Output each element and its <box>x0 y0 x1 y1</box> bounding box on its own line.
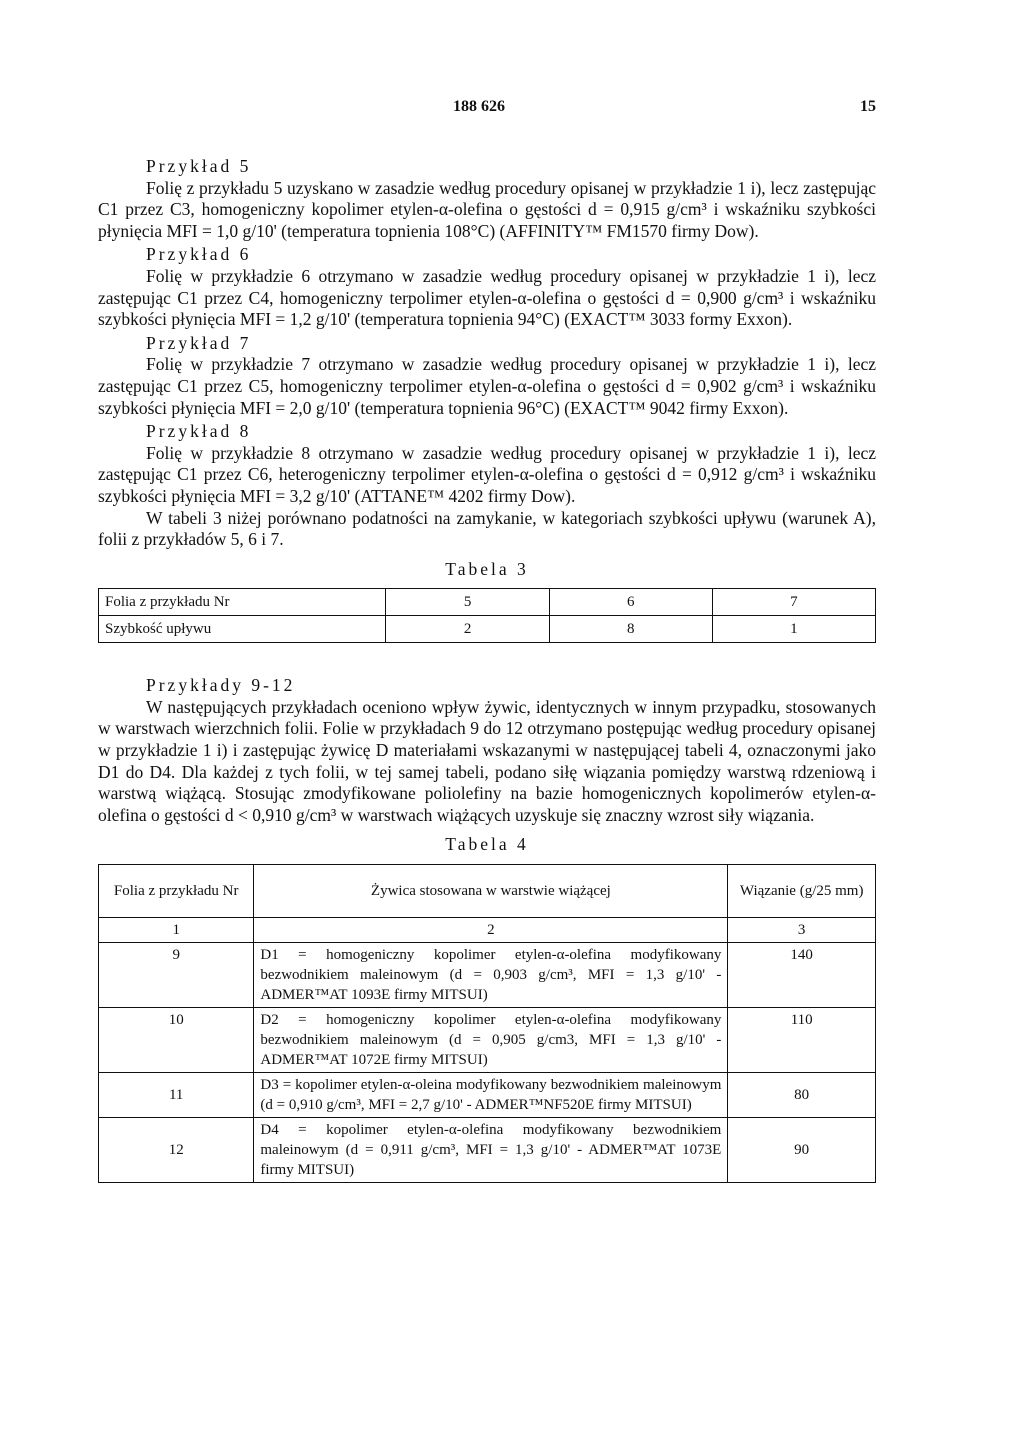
table-cell: 1 <box>712 616 875 643</box>
example-title: Przykład 5 <box>146 156 252 176</box>
column-index: 2 <box>254 918 728 943</box>
table-header-row <box>99 865 876 918</box>
table-3 <box>98 588 876 643</box>
table-cell: D3 = kopolimer etylen-α-oleina modyfikowany bezwodnikiem maleinowym (d = 0,910 g/cm³, MFI = 2,7 g/10' - ADMER™NF520E firmy MITSUI) <box>254 1073 728 1118</box>
table-cell: Szybkość upływu <box>99 616 386 643</box>
table-cell: D2 = homogeniczny kopolimer etylen-α-olefina modyfikowany bezwodnikiem maleinowym (d = 0,905 g/cm3, MFI = 1,3 g/10' - ADMER™AT 1072E firmy MITSUI) <box>254 1008 728 1073</box>
example-8 <box>98 421 876 507</box>
table-cell: 80 <box>728 1073 876 1118</box>
table-row <box>99 589 876 616</box>
page-header <box>98 96 876 120</box>
example-7 <box>98 333 876 419</box>
table-cell: 2 <box>386 616 549 643</box>
table-cell: 5 <box>386 589 549 616</box>
table-cell: D1 = homogeniczny kopolimer etylen-α-olefina modyfikowany bezwodnikiem maleinowym (d = 0,903 g/cm³, MFI = 1,3 g/10' - ADMER™AT 1093E firmy MITSUI) <box>254 943 728 1008</box>
example-title: Przykład 8 <box>146 421 252 442</box>
table-cell: 7 <box>712 589 875 616</box>
table-cell: 8 <box>549 616 712 643</box>
example-title: Przykłady 9-12 <box>146 675 296 696</box>
examples-9-12 <box>98 675 876 826</box>
table-cell: 6 <box>549 589 712 616</box>
example-text: Folię z przykładu 5 uzyskano w zasadzie według procedury opisanej w przykładzie 1 i), lecz zastępując C1 przez C3, homogeniczny kopolimer etylen-α-olefina o gęstości d = 0,915 g/cm³ i wskaźniku szybkości płynięcia MFI = 1,0 g/10' (temperatura topnienia 108°C) (AFFINITY™ FM1570 firmy Dow). <box>98 177 876 241</box>
table-cell: 10 <box>99 1008 254 1073</box>
example-text: Folię w przykładzie 8 otrzymano w zasadzie według procedury opisanej w przykładzie 1 i), lecz zastępując C1 przez C6, heterogeniczny terpolimer etylen-α-olefina o gęstości d = 0,912 g/cm³ i wskaźniku szybkości płynięcia MFI = 3,2 g/10' (ATTANE™ 4202 firmy Dow). <box>98 442 876 506</box>
table-cell: 110 <box>728 1008 876 1073</box>
table-cell: 140 <box>728 943 876 1008</box>
table-cell: 9 <box>99 943 254 1008</box>
table3-caption: Tabela 3 <box>445 558 529 579</box>
example-title: Przykład 7 <box>146 332 252 353</box>
example-title: Przykład 6 <box>146 244 252 265</box>
column-index: 3 <box>728 918 876 943</box>
column-header: Folia z przykładu Nr <box>99 865 254 918</box>
table-cell: Folia z przykładu Nr <box>99 589 386 616</box>
table-row <box>99 1118 876 1183</box>
table-cell: D4 = kopolimer etylen-α-olefina modyfikowany bezwodnikiem maleinowym (d = 0,911 g/cm³, MFI = 1,3 g/10' - ADMER™AT 1073E firmy MITSUI) <box>254 1118 728 1183</box>
page-number: 15 <box>860 98 876 115</box>
document-number: 188 626 <box>453 98 505 115</box>
table-cell: 90 <box>728 1118 876 1183</box>
table-cell: 12 <box>99 1118 254 1183</box>
table-cell: 11 <box>99 1073 254 1118</box>
column-index: 1 <box>99 918 254 943</box>
table4-caption: Tabela 4 <box>445 834 529 855</box>
table-row <box>99 943 876 1008</box>
table-4 <box>98 864 876 1183</box>
example-text: W następujących przykładach oceniono wpływ żywic, identycznych w innym przypadku, stosowanych w warstwach wierzchnich folii. Folie w przykładach 9 do 12 otrzymano postępując według procedury opisanej w przykładzie 1 i) i zastępując żywicę D materiałami wskazanymi w następującej tabeli 4, oznaczonymi jako D1 do D4. Dla każdej z tych folii, w tej samej tabeli, podano siłę wiązania pomiędzy warstwą rdzeniową i warstwą wiążącą. Stosując zmodyfikowane poliolefiny na bazie homogenicznych kopolimerów etylen-α-olefina o gęstości d < 0,910 g/cm³ w warstwach wiążących uzyskuje się znaczny wzrost siły wiązania. <box>98 696 876 825</box>
column-header: Żywica stosowana w warstwie wiążącej <box>254 865 728 918</box>
table-row <box>99 1008 876 1073</box>
example-5 <box>98 156 876 242</box>
table-row <box>99 616 876 643</box>
example-6 <box>98 244 876 330</box>
column-header: Wiązanie (g/25 mm) <box>728 865 876 918</box>
table3-intro: W tabeli 3 niżej porównano podatności na zamykanie, w kategoriach szybkości upływu (warunek A), folii z przykładów 5, 6 i 7. <box>98 507 876 550</box>
table-row <box>99 1073 876 1118</box>
document-page <box>98 96 876 1183</box>
example-text: Folię w przykładzie 6 otrzymano w zasadzie według procedury opisanej w przykładzie 1 i), lecz zastępując C1 przez C4, homogeniczny terpolimer etylen-α-olefina o gęstości d = 0,900 g/cm³ i wskaźniku szybkości płynięcia MFI = 1,2 g/10' (temperatura topnienia 94°C) (EXACT™ 3033 formy Exxon). <box>98 265 876 330</box>
table-index-row <box>99 918 876 943</box>
example-text: Folię w przykładzie 7 otrzymano w zasadzie według procedury opisanej w przykładzie 1 i), lecz zastępując C1 przez C5, homogeniczny terpolimer etylen-α-olefina o gęstości d = 0,902 g/cm³ i wskaźniku szybkości płynięcia MFI = 2,0 g/10' (temperatura topnienia 96°C) (EXACT™ 9042 firmy Exxon). <box>98 354 876 418</box>
